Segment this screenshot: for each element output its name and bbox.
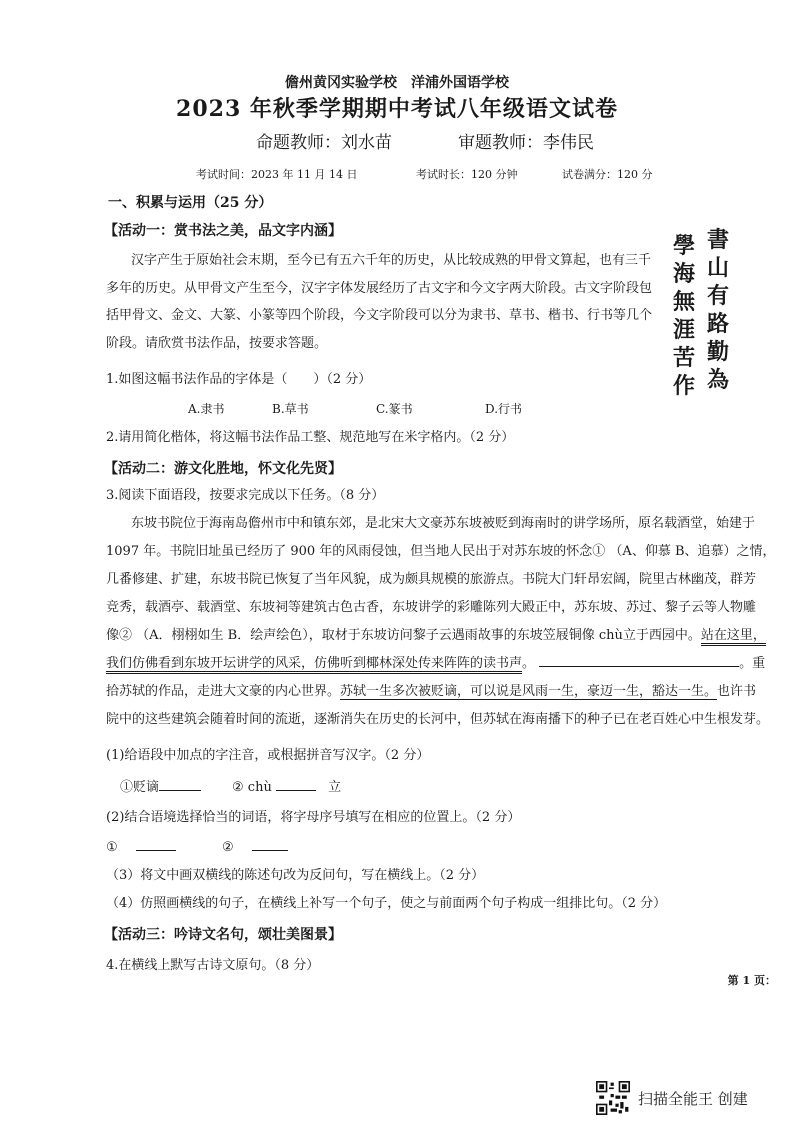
page-number: 第 1 页： [727, 974, 776, 987]
item-label: ①贬谪 [120, 780, 160, 795]
exam-date: 考试时间：2023 年 11 月 14 日 [196, 168, 358, 181]
calligraphy-char: 無 [672, 289, 695, 315]
calligraphy-char: 勤 [706, 339, 729, 365]
sub-question-1-item-2 [232, 774, 341, 802]
activity-1-title: 【活动一：赏书法之美，品文字内涵】 [104, 223, 342, 239]
sub-question-1-item-1 [120, 774, 201, 802]
intro-line-1: 汉字产生于原始社会末期，至今已有五六千年的历史，从比较成熟的甲骨文算起，也有三千 [131, 253, 652, 268]
intro-line-3: 括甲骨文、金文、大篆、小篆等四个阶段，今文字阶段可以分为隶书、草书、楷书、行书等几个 [106, 308, 653, 323]
sub-question-2: (2)结合语境选择恰当的词语，将字母序号填写在相应的位置上。（2 分） [106, 810, 521, 825]
question-1: 1.如图这幅书法作品的字体是（ ）（2 分） [106, 372, 372, 387]
calligraphy-char: 有 [706, 283, 729, 309]
passage-line-8: 院中的这些建筑会随着时间的流逝，逐渐消失在历史的长河中，但苏轼在海南播下的种子已在老百姓心中生根发芽。 [106, 712, 770, 727]
passage-text: 也许书 [717, 684, 757, 699]
exam-title: 2023 年秋季学期期中考试八年级语文试卷 [176, 96, 618, 122]
punctuation: 。 [522, 656, 536, 671]
passage-line-7 [106, 678, 756, 706]
question-2: 2.请用简化楷体，将这幅书法作品工整、规范地写在米字格内。（2 分） [106, 430, 515, 445]
calligraphy-column-left [671, 232, 697, 400]
option-c: C.篆书 [376, 402, 413, 416]
calligraphy-column-right [705, 226, 731, 394]
calligraphy-artwork [665, 226, 733, 399]
section-title: 一、积累与运用（25 分） [108, 195, 273, 211]
exam-duration: 考试时长：120 分钟 [416, 168, 518, 181]
scanner-watermark [596, 1080, 748, 1116]
intro-line-2: 多年的历史。从甲骨文产生至今，汉字字体发展经历了古文字和今文字两大阶段。古文字阶段包 [106, 281, 653, 296]
item-label: ② chù [232, 780, 272, 795]
passage-line-1: 东坡书院位于海南岛儋州市中和镇东郊，是北宋大文豪苏东坡被贬到海南时的讲学场所，原名载酒堂，始建于 [131, 516, 756, 531]
option-d: D.行书 [485, 402, 523, 416]
option-b: B.草书 [272, 402, 309, 416]
answer-blank[interactable] [276, 790, 316, 791]
question-4: 4.在横线上默写古诗文原句。（8 分） [106, 958, 320, 973]
calligraphy-char: 作 [672, 373, 695, 399]
calligraphy-char: 海 [672, 261, 695, 287]
item-suffix: 立 [328, 780, 342, 795]
calligraphy-char: 山 [706, 255, 729, 281]
calligraphy-char: 為 [706, 367, 729, 393]
item-label: ② [222, 840, 234, 855]
passage-text: 拾苏轼的作品，走进大文豪的内心世界。 [106, 684, 341, 699]
question-reviewer: 审题教师：李伟民 [458, 133, 594, 153]
passage-line-3: 几番修建、扩建，东坡书院已恢复了当年风貌，成为颇具规模的旅游点。书院大门轩昂宏阔，院里古林幽茂，群芳 [106, 572, 757, 587]
school-names: 儋州黄冈实验学校 洋浦外国语学校 [285, 75, 509, 91]
passage-text: 。重 [739, 656, 766, 671]
calligraphy-char: 涯 [672, 317, 695, 343]
question-3: 3.阅读下面语段，按要求完成以下任务。（8 分） [106, 488, 385, 503]
intro-line-4: 阶段。请欣赏书法作品，按要求答题。 [106, 336, 328, 351]
answer-blank[interactable] [159, 790, 201, 791]
option-a: A.隶书 [188, 402, 225, 416]
answer-blank[interactable] [136, 850, 176, 851]
sub-question-4: （4）仿照画横线的句子，在横线上补写一个句子，使之与前面两个句子构成一组排比句。（2 分） [106, 896, 667, 911]
question-setter: 命题教师：刘水苗 [256, 133, 392, 153]
item-label: ① [106, 840, 118, 855]
calligraphy-char: 路 [706, 311, 729, 337]
scanner-brand-text: 扫描全能王 创建 [638, 1089, 748, 1108]
double-underlined-sentence: 我们仿佛看到东坡开坛讲学的风采，仿佛听到椰林深处传来阵阵的读书声 [106, 656, 522, 674]
activity-2-title: 【活动二：游文化胜地，怀文化先贤】 [104, 461, 342, 477]
underlined-sentence: 苏轼一生多次被贬谪，可以说是风雨一生，豪迈一生，豁达一生。 [340, 684, 718, 699]
answer-blank-parallel[interactable] [539, 666, 739, 667]
double-underlined-sentence-start: 站在这里， [701, 628, 766, 646]
answer-blank[interactable] [252, 850, 288, 851]
sub-question-2-item-1 [106, 834, 176, 862]
activity-3-title: 【活动三：吟诗文名句，颂壮美图景】 [104, 927, 342, 943]
passage-line-2: 1097 年。书院旧址虽已经历了 900 年的风雨侵蚀，但当地人民出于对苏东坡的怀念① （A、仰慕 B、追慕）之情， [106, 544, 776, 559]
passage-line-5 [106, 622, 766, 650]
qr-code-icon [596, 1081, 630, 1115]
calligraphy-char: 書 [706, 227, 729, 253]
calligraphy-char: 苦 [672, 345, 695, 371]
full-score: 试卷满分：120 分 [562, 168, 653, 181]
sub-question-3: （3）将文中画双横线的陈述句改为反问句，写在横线上。（2 分） [106, 868, 485, 883]
calligraphy-char: 學 [672, 233, 695, 259]
passage-line-6 [106, 650, 765, 678]
sub-question-1: (1)给语段中加点的字注音，或根据拼音写汉字。（2 分） [106, 748, 430, 763]
sub-question-2-item-2 [222, 834, 288, 862]
passage-line-4: 竞秀，载酒亭、载酒堂、东坡祠等建筑古色古香，东坡讲学的彩雕陈列大殿正中，苏东坡、苏过、黎子云等人物雕 [106, 600, 757, 615]
passage-line-5-text: 像② （A．栩栩如生 B．绘声绘色），取材于东坡访问黎子云遇雨故事的东坡笠屐铜像 chù立于西园中。 [106, 628, 701, 643]
